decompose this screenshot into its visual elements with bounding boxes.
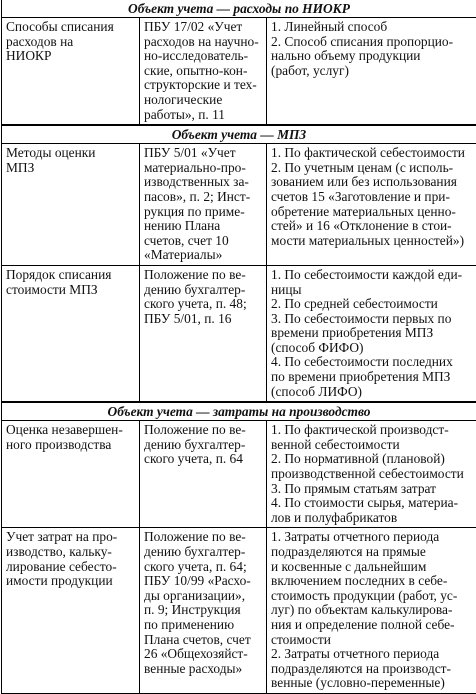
cell-text-line: 1. Затраты отчетного периода	[271, 529, 440, 545]
cell-text-line: ПБУ 10/99 «Расхо-	[144, 573, 251, 589]
cell-text-line: Порядок списания	[6, 266, 112, 282]
cell-text-line: расходов на	[6, 33, 74, 49]
cell-text-line: расходов на научно-	[144, 33, 259, 49]
cell-text-line: 2. По средней себестоимости	[271, 296, 438, 312]
table-row	[2, 421, 476, 528]
cell-text-line: обретение материальных ценно-	[271, 203, 456, 219]
cell-text-line: НИОКР	[6, 48, 52, 64]
cell-text-line: рукция по приме-	[144, 203, 245, 219]
regulation-cell	[140, 18, 267, 124]
cell-text-line: ПБУ 17/02 «Учет	[144, 19, 243, 34]
cell-text-line: 2. Способ списания пропорцио-	[271, 33, 454, 49]
accounting-object-cell	[2, 144, 140, 265]
cell-text-line: счетов, счет 10	[144, 232, 229, 248]
cell-text-line: п. 9; Инструкция	[144, 602, 241, 618]
table-row	[2, 18, 476, 125]
cell-text-line: дению бухгалтер-	[144, 436, 246, 452]
cell-text-line: ния и определение полной себе-	[271, 616, 455, 632]
method-options-cell	[267, 144, 476, 265]
cell-text-line: нально объему продукции	[271, 48, 421, 64]
cell-text-line: по применению	[144, 616, 235, 632]
cell-text-line: стей» и 16 «Отклонение в стои-	[271, 218, 452, 234]
cell-text-line: нению Плана	[144, 218, 221, 234]
cell-text-line: 1. Линейный способ	[271, 19, 388, 34]
cell-text-line: имости продукции	[6, 573, 113, 589]
cell-text-line: (способ ФИФО)	[271, 339, 364, 355]
cell-text-line: Оценка незавершен-	[6, 422, 123, 438]
cell-text-line: Положение по ве-	[144, 422, 246, 438]
cell-text-line: нологические	[144, 91, 223, 107]
cell-text-line: Методы оценки	[6, 145, 96, 161]
cell-text-line: 1. По фактической производст-	[271, 422, 449, 438]
cell-text-line: Учет затрат на про-	[6, 529, 118, 545]
cell-text-line: 4. По стоимости сырья, материа-	[271, 495, 459, 511]
cell-text-line: работы», п. 11	[144, 106, 225, 122]
cell-text-line: изводственных за-	[144, 174, 249, 190]
cell-text-line: стоимость продукции (работ, ус-	[271, 587, 458, 603]
table-row	[2, 144, 476, 266]
cell-text-line: зованием или без использования	[271, 174, 457, 190]
cell-text-line: «Материалы»	[144, 247, 223, 263]
cell-text-line: производственной себестоимости	[271, 466, 464, 482]
cell-text-line: МПЗ	[6, 159, 35, 175]
cell-text-line: материально-про-	[144, 159, 246, 175]
method-options-cell	[267, 266, 476, 401]
method-options-cell	[267, 421, 476, 527]
regulation-cell	[140, 144, 267, 265]
cell-text-line: лирование себесто-	[6, 558, 117, 574]
cell-text-line: мости материальных ценностей»)	[271, 232, 465, 248]
cell-text-line: включением последних в себе-	[271, 573, 448, 589]
cell-text-line: ского учета, п. 48;	[144, 296, 247, 312]
cell-text-line: 1. По себестоимости каждой еди-	[271, 266, 463, 282]
cell-text-line: Плана счетов, счет	[144, 631, 251, 647]
cell-text-line: венные (условно-переменные)	[271, 675, 445, 691]
cell-text-line: Способы списания	[6, 19, 114, 34]
cell-text-line: счетов 15 «Заготовление и при-	[271, 188, 450, 204]
cell-text-line: структорские и тех-	[144, 77, 257, 93]
cell-text-line: луг) по объектам калькулирова-	[271, 602, 453, 618]
accounting-object-cell	[2, 266, 140, 401]
cell-text-line: 3. По прямым статьям затрат	[271, 480, 436, 496]
cell-text-line: ские, опытно-кон-	[144, 62, 248, 78]
cell-text-line: ницы	[271, 281, 302, 297]
cell-text-line: (способ ЛИФО)	[271, 383, 363, 399]
cell-text-line: венные расходы»	[144, 660, 243, 676]
cell-text-line: венной себестоимости	[271, 436, 400, 452]
cell-text-line: пасов», п. 2; Инст-	[144, 188, 251, 204]
cell-text-line: и косвенные с дальнейшим	[271, 558, 427, 574]
cell-text-line: ного производства	[6, 436, 112, 452]
cell-text-line: 26 «Общехозяйст-	[144, 646, 248, 662]
regulation-cell	[140, 421, 267, 527]
cell-text-line: (работ, услуг)	[271, 62, 349, 78]
cell-text-line: подразделяются на производст-	[271, 660, 451, 676]
cell-text-line: 2. По нормативной (плановой)	[271, 451, 445, 467]
section-header: Объект учета — МПЗ	[2, 125, 476, 144]
table-row	[2, 266, 476, 402]
section-header: Объект учета — затраты на производство	[2, 402, 476, 421]
cell-text-line: ПБУ 5/01, п. 16	[144, 310, 232, 326]
table-row	[2, 528, 476, 694]
accounting-object-cell	[2, 18, 140, 124]
regulation-cell	[140, 266, 267, 401]
cell-text-line: 3. По себестоимости первых по	[271, 310, 452, 326]
method-options-cell	[267, 18, 476, 124]
cell-text-line: по времени приобретения МПЗ	[271, 369, 451, 385]
cell-text-line: Положение по ве-	[144, 529, 246, 545]
cell-text-line: стоимости МПЗ	[6, 281, 98, 297]
cell-text-line: ского учета, п. 64	[144, 451, 243, 467]
method-options-cell	[267, 528, 476, 693]
cell-text-line: дению бухгалтер-	[144, 281, 246, 297]
section-header: Объект учета — расходы по НИОКР	[2, 0, 476, 18]
cell-text-line: Положение по ве-	[144, 266, 246, 282]
regulation-cell	[140, 528, 267, 693]
cell-text-line: ПБУ 5/01 «Учет	[144, 145, 236, 161]
cell-text-line: 2. Затраты отчетного периода	[271, 646, 440, 662]
cell-text-line: лов и полуфабрикатов	[271, 509, 398, 525]
cell-text-line: ды организации»,	[144, 587, 246, 603]
cell-text-line: времени приобретения МПЗ	[271, 325, 434, 341]
cell-text-line: 2. По учетным ценам (с исполь-	[271, 159, 454, 175]
accounting-policy-table	[1, 0, 476, 694]
accounting-object-cell	[2, 528, 140, 693]
accounting-object-cell	[2, 421, 140, 527]
cell-text-line: дению бухгалтер-	[144, 544, 246, 559]
cell-text-line: подразделяются на прямые	[271, 544, 426, 559]
cell-text-line: стоимости	[271, 631, 331, 647]
cell-text-line: 1. По фактической себестоимости	[271, 145, 465, 161]
cell-text-line: но-исследователь-	[144, 48, 249, 64]
cell-text-line: изводство, кальку-	[6, 544, 112, 559]
cell-text-line: 4. По себестоимости последних	[271, 354, 453, 370]
cell-text-line: ского учета, п. 64;	[144, 558, 247, 574]
